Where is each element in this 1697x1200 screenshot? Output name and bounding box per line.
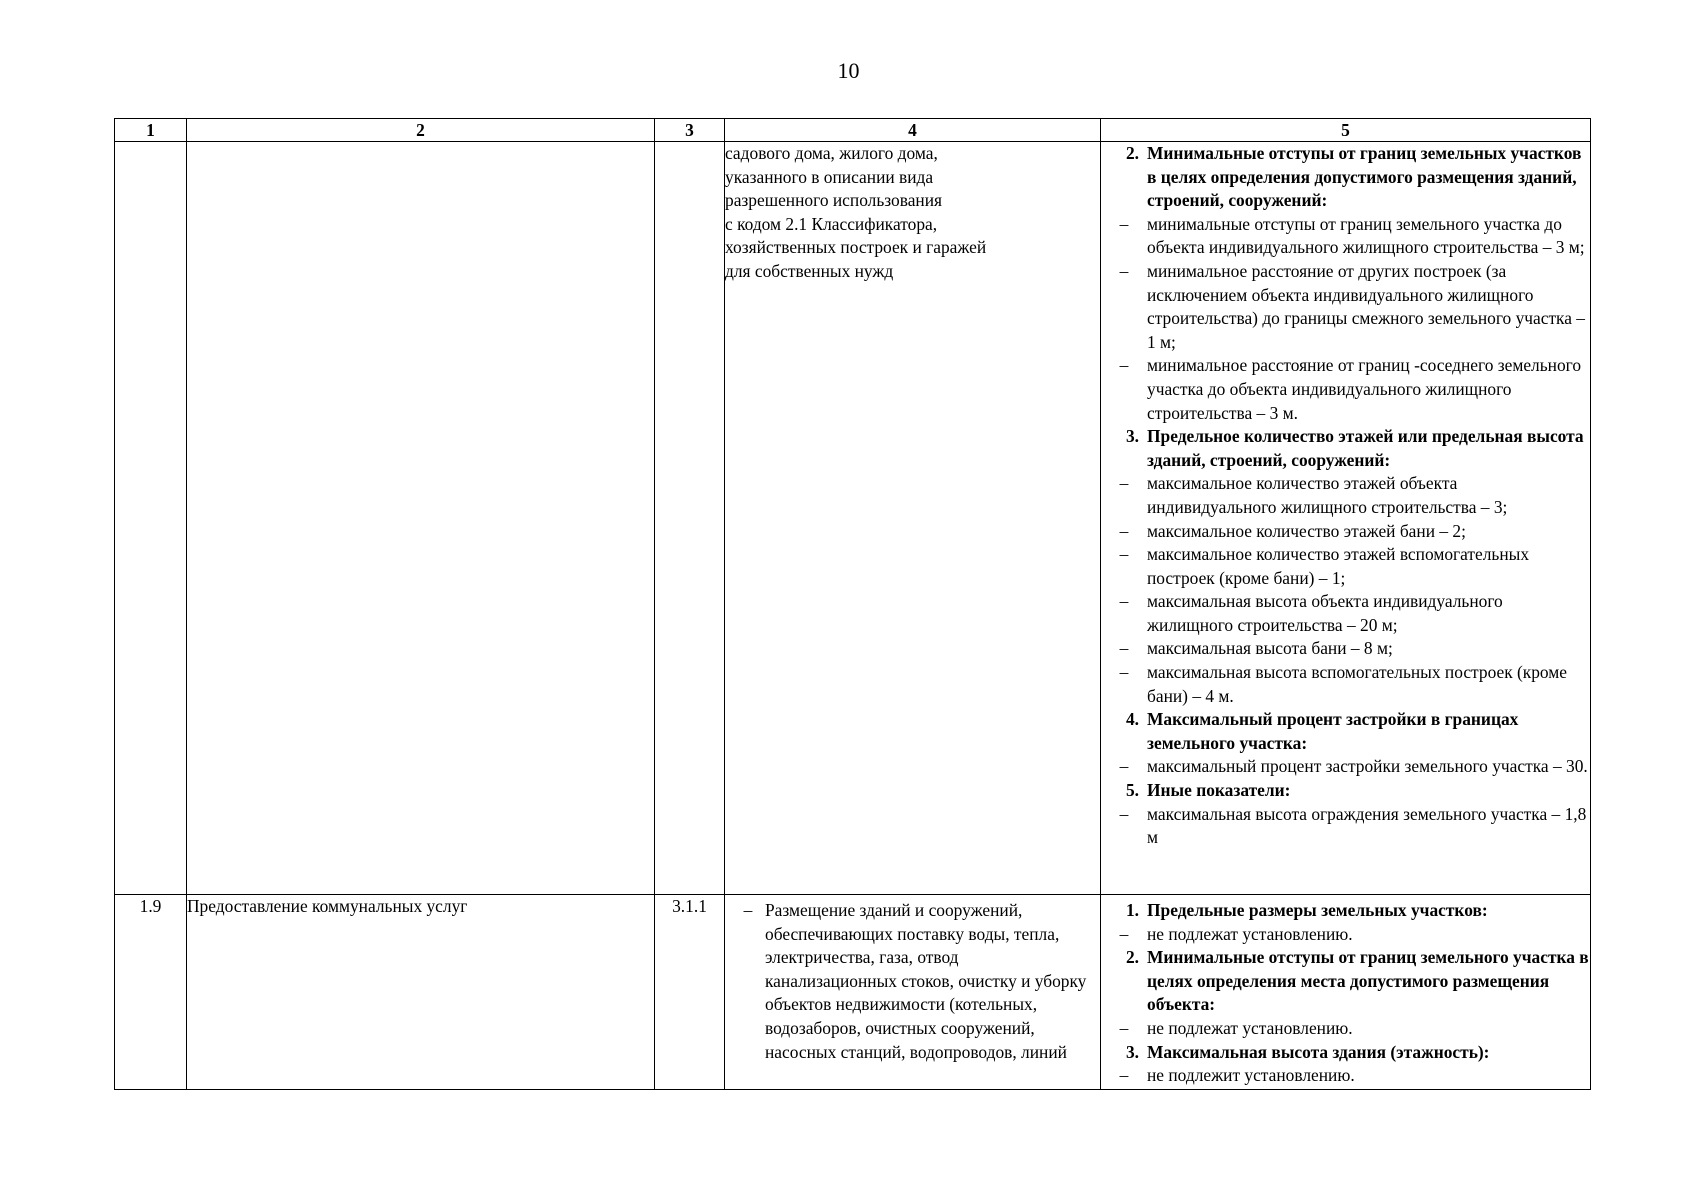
dash-marker: – bbox=[1119, 1065, 1129, 1086]
item-text: не подлежат установлению. bbox=[1147, 1017, 1353, 1038]
item-text: максимальное количество этажей объекта индивидуального жилищного строительства – 3; bbox=[1147, 473, 1508, 517]
parameter-heading bbox=[1101, 1041, 1590, 1065]
table-header-row bbox=[115, 119, 1591, 142]
item-text: минимальные отступы от границ земельного участка до объекта индивидуального жилищного строительства – 3 м; bbox=[1147, 213, 1585, 258]
use-description-cell bbox=[725, 142, 1101, 895]
description-line: с кодом 2.1 Классификатора, bbox=[725, 213, 938, 234]
page-number: 10 bbox=[837, 58, 860, 83]
parameter-item bbox=[1101, 213, 1590, 260]
table-row bbox=[115, 895, 1591, 1090]
parameters-list bbox=[1101, 142, 1590, 850]
description-line: садового дома, жилого дома, bbox=[725, 143, 938, 163]
heading-number: 3. bbox=[1125, 426, 1139, 447]
dash-marker: – bbox=[1119, 756, 1129, 777]
table-row bbox=[115, 142, 1591, 895]
item-text: максимальный процент застройки земельного участка – 30. bbox=[1147, 756, 1588, 777]
use-name-cell: Предоставление коммунальных услуг bbox=[187, 895, 655, 1090]
item-text: максимальная высота объекта индивидуального жилищного строительства – 20 м; bbox=[1147, 591, 1503, 635]
parameter-heading bbox=[1101, 899, 1590, 923]
use-code-cell bbox=[655, 142, 725, 895]
parameter-heading bbox=[1101, 425, 1590, 472]
use-description-text bbox=[725, 142, 1100, 284]
row-number-cell: 1.9 bbox=[115, 895, 187, 1090]
parameter-item bbox=[1101, 260, 1590, 354]
row-number-cell bbox=[115, 142, 187, 895]
item-text: максимальная высота ограждения земельного участка – 1,8 м bbox=[1147, 803, 1587, 848]
parameter-item bbox=[1101, 637, 1590, 661]
description-line: указанного в описании вида bbox=[725, 166, 934, 187]
heading-text: Минимальные отступы от границ земельного участка в целях определения места допустимого размещения объекта: bbox=[1147, 947, 1589, 1015]
use-name-cell bbox=[187, 142, 655, 895]
parameter-item bbox=[1101, 520, 1590, 544]
dash-marker: – bbox=[743, 900, 753, 920]
item-text: не подлежат установлению. bbox=[1147, 923, 1353, 944]
parameters-cell bbox=[1101, 895, 1591, 1090]
dash-marker: – bbox=[1119, 638, 1129, 659]
parameter-heading bbox=[1101, 142, 1590, 213]
parameters-list bbox=[1101, 899, 1590, 1088]
parameter-item bbox=[1101, 1064, 1590, 1088]
parameter-item bbox=[1101, 923, 1590, 947]
description-line: разрешенного использования bbox=[725, 190, 943, 211]
heading-text: Максимальный процент застройки в границах земельного участка: bbox=[1147, 709, 1519, 753]
parameter-item bbox=[1101, 590, 1590, 637]
heading-number: 2. bbox=[1125, 947, 1139, 968]
parameter-item bbox=[1101, 803, 1590, 850]
dash-marker: – bbox=[1119, 544, 1129, 565]
dash-marker: – bbox=[1119, 803, 1129, 824]
parameter-item bbox=[1101, 543, 1590, 590]
dash-marker: – bbox=[1119, 260, 1129, 281]
use-code-cell: 3.1.1 bbox=[655, 895, 725, 1090]
item-text: минимальное расстояние от других построек (за исключением объекта индивидуального жилищного строительства) до границы смежного земельного участка – 1 м; bbox=[1147, 260, 1586, 352]
parameter-heading bbox=[1101, 779, 1590, 803]
regulations-table bbox=[114, 118, 1591, 1090]
heading-text: Минимальные отступы от границ земельных участков в целях определения допустимого размещения зданий, строений, сооружений: bbox=[1147, 143, 1582, 211]
column-header-1: 1 bbox=[115, 119, 187, 142]
description-item bbox=[731, 899, 1092, 1064]
heading-number: 4. bbox=[1125, 709, 1139, 730]
item-text: максимальное количество этажей вспомогательных построек (кроме бани) – 1; bbox=[1147, 544, 1530, 588]
parameters-cell bbox=[1101, 142, 1591, 895]
column-header-5: 5 bbox=[1101, 119, 1591, 142]
dash-marker: – bbox=[1119, 662, 1129, 683]
item-text: минимальное расстояние от границ -соседнего земельного участка до объекта индивидуального жилищного строительства – 3 м. bbox=[1147, 355, 1582, 423]
heading-number: 5. bbox=[1125, 780, 1139, 801]
dash-marker: – bbox=[1119, 591, 1129, 612]
parameter-item bbox=[1101, 661, 1590, 708]
parameter-item bbox=[1101, 1017, 1590, 1041]
parameter-item bbox=[1101, 755, 1590, 779]
description-line: хозяйственных построек и гаражей bbox=[725, 237, 987, 258]
item-text: максимальная высота вспомогательных построек (кроме бани) – 4 м. bbox=[1147, 662, 1568, 706]
column-header-2: 2 bbox=[187, 119, 655, 142]
dash-marker: – bbox=[1119, 213, 1129, 234]
parameter-heading bbox=[1101, 708, 1590, 755]
heading-number: 3. bbox=[1125, 1041, 1139, 1062]
heading-text: Предельное количество этажей или предельная высота зданий, строений, сооружений: bbox=[1147, 426, 1584, 470]
item-text: максимальная высота бани – 8 м; bbox=[1147, 638, 1393, 659]
dash-marker: – bbox=[1119, 520, 1129, 541]
heading-text: Иные показатели: bbox=[1147, 780, 1291, 801]
parameter-item bbox=[1101, 472, 1590, 519]
description-line: для собственных нужд bbox=[725, 260, 894, 281]
heading-number: 2. bbox=[1125, 143, 1139, 163]
item-text: максимальное количество этажей бани – 2; bbox=[1147, 520, 1466, 541]
parameter-heading bbox=[1101, 946, 1590, 1017]
dash-marker: – bbox=[1119, 355, 1129, 376]
dash-marker: – bbox=[1119, 473, 1129, 494]
heading-number: 1. bbox=[1125, 900, 1139, 920]
description-text: Размещение зданий и сооружений, обеспечивающих поставку воды, тепла, электричества, газа, отвод канализационных стоков, очистку и уборку объектов недвижимости (котельных, водозаборов, очистных сооружений, насосных станций, водопроводов, линий bbox=[765, 900, 1087, 1062]
heading-text: Максимальная высота здания (этажность): bbox=[1147, 1041, 1490, 1062]
parameter-item bbox=[1101, 354, 1590, 425]
dash-marker: – bbox=[1119, 923, 1129, 944]
column-header-4: 4 bbox=[725, 119, 1101, 142]
item-text: не подлежит установлению. bbox=[1147, 1065, 1355, 1086]
use-description-cell bbox=[725, 895, 1101, 1090]
dash-marker: – bbox=[1119, 1017, 1129, 1038]
column-header-3: 3 bbox=[655, 119, 725, 142]
heading-text: Предельные размеры земельных участков: bbox=[1147, 900, 1488, 920]
